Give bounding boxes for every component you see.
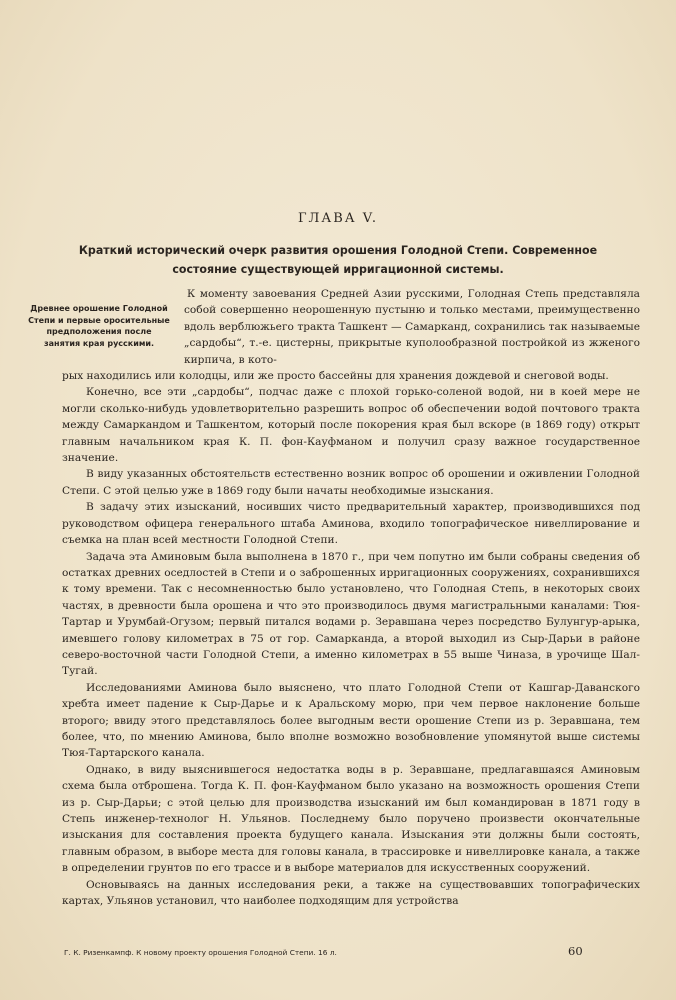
- chapter-subtitle: Краткий исторический очерк развития орошения Голодной Степи. Современное состояние существующей ирригационной системы.: [78, 243, 598, 276]
- chapter-title: ГЛАВА V.: [297, 211, 379, 226]
- paragraph: В задачу этих изысканий, носивших чисто предварительный характер, производившихся под руководством офицера генерального штаба Аминова, входило топографическое нивеллирование и съемка на план всей местности Голодной Степи.: [62, 501, 640, 547]
- paragraph: Исследованиями Аминова было выяснено, что плато Голодной Степи от Кашгар-Даванского хребта имеет падение к Сыр-Дарье и к Аральскому морю, при чем первое наклонение больше второго; ввиду этого представлялось более выгодным вести орошение Степи из р. Зеравшана, тем более, что, по мнению Аминова, было вполне возможно возобновление упомянутой выше системы Тюя-Тартарского канала.: [62, 681, 640, 760]
- margin-note: Древнее орошение Голодной Степи и первые оросительные предположения после занятия края русскими.: [28, 304, 170, 348]
- paragraph: Однако, в виду выяснившегося недостатка воды в р. Зеравшане, предлагавшаяся Аминовым схема была отброшена. Тогда К. П. фон-Кауфманом было указано на возможность орошения Степи из р. Сыр-Дарьи; с этой целью для производства изысканий им был командирован в 1871 году в Степь инженер-технолог Н. Ульянов. Последнему было поручено произвести окончательные изыскания для составления проекта будущего канала. Изыскания эти должны были состоять, главным образом, в выборе места для головы канала, в трассировке и нивеллировке канала, а также в определении грунтов по его трассе и в выборе материалов для искусственных сооружений.: [62, 763, 640, 875]
- paragraph: Конечно, все эти „сардобы“, подчас даже с плохой горько-соленой водой, ни в коей мере не могли сколько-нибудь удовлетворительно разрешить вопрос об обеспечении водой почтового тракта между Самаркандом и Ташкентом, который после покорения края был вскоре (в 1869 году) открыт главным начальником края К. П. фон-Кауфманом и получил сразу важное государственное значение.: [62, 386, 640, 465]
- paragraph-first-lead: К моменту завоевания Средней Азии русскими, Голодная Степь представляла собой совершенно неорошенную пустыню и только местами, преимущественно вдоль верблюжьего тракта Ташкент — Самарканд, сохранились так называемые „сардобы“, т.-е. цистерны, прикрытые куполообразной постройкой из жженого кирпича, в кото-: [184, 288, 640, 366]
- body-text: [62, 286, 640, 909]
- paragraph: В виду указанных обстоятельств естественно возник вопрос об орошении и оживлении Голодной Степи. С этой целью уже в 1869 году были начаты необходимые изыскания.: [62, 468, 640, 497]
- paragraph: Задача эта Аминовым была выполнена в 1870 г., при чем попутно им были собраны сведения об остатках древних оседлостей в Степи и о заброшенных ирригационных сооружениях, сохранившихся к тому времени. Так с несомненностью было установлено, что Голодная Степь, в некоторых своих частях, в древности была орошена и что это производилось двумя магистральными каналами: Тюя-Тартар и Урумбай-Огузом; первый питался водами р. Зеравшана через посредство Булунгур-арыка, имевшего голову километрах в 75 от гор. Самарканда, а второй выходил из Сыр-Дарьи в районе северо-восточной части Голодной Степи, а именно километрах в 55 выше Чиназа, в урочище Шал-Тугай.: [62, 550, 640, 678]
- page-number: 60: [568, 944, 583, 958]
- paragraph: Основываясь на данных исследования реки, а также на существовавших топографических картах, Ульянов установил, что наиболее подходящим для устройства: [62, 878, 640, 908]
- footer-signature: Г. К. Ризенкампф. К новому проекту орошения Голодной Степи. 16 л.: [64, 948, 337, 957]
- paragraph-first-rest: рых находились или колодцы, или же просто бассейны для хранения дождевой и снеговой воды.: [62, 370, 609, 383]
